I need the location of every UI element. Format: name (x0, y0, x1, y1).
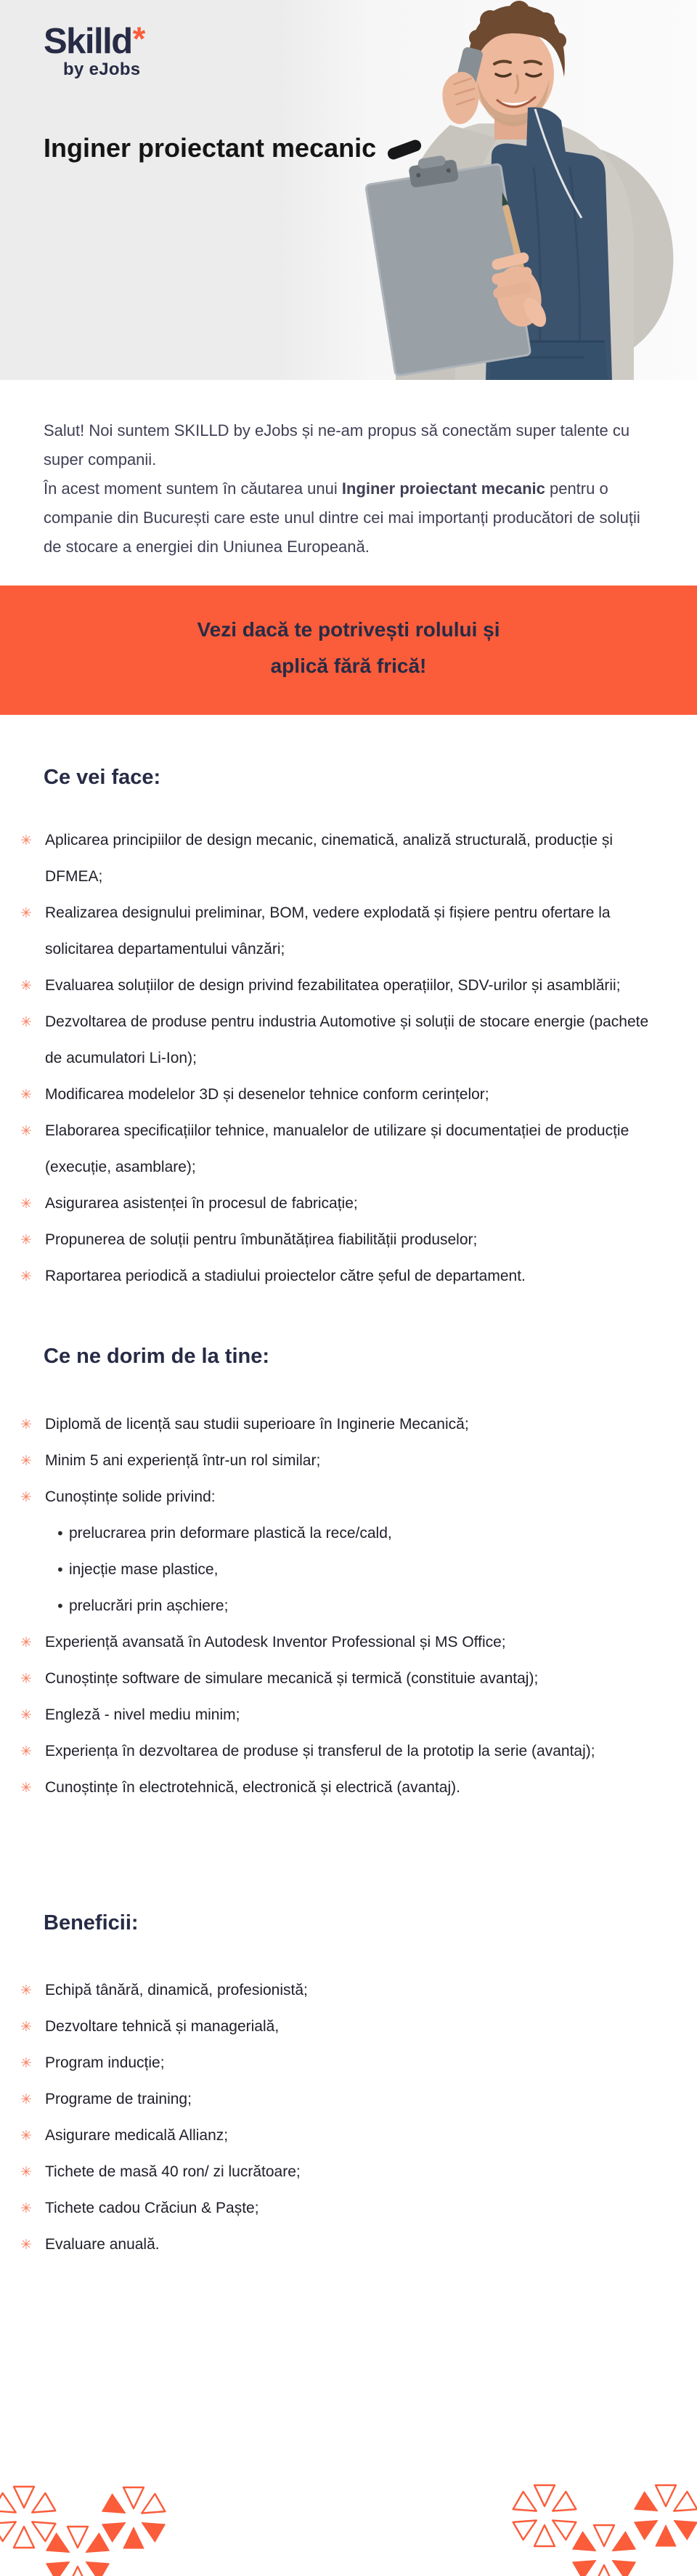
list-item (0, 1113, 697, 1186)
footer-decoration-left (0, 2470, 189, 2576)
list-item-text: Dezvoltare tehnică și managerială, (45, 2018, 280, 2035)
bullet-asterisk-icon: ✳ (20, 2091, 32, 2107)
list-item-text: Minim 5 ani experiență într-un rol similar; (45, 1452, 321, 1469)
list-item-text: Experiența în dezvoltarea de produse și transferul de la prototip la serie (avantaj); (45, 1743, 595, 1759)
intro-role-highlight: Inginer proiectant mecanic (341, 479, 545, 498)
list-item-text: Modificarea modelelor 3D și desenelor tehnice conform cerințelor; (45, 1086, 489, 1103)
bullet-asterisk-icon: ✳ (20, 1707, 32, 1723)
bullet-asterisk-icon: ✳ (20, 2055, 32, 2071)
bullet-asterisk-icon: ✳ (20, 1014, 32, 1030)
bullet-asterisk-icon: ✳ (20, 2164, 32, 2180)
list-item (0, 895, 697, 968)
bullet-asterisk-icon: ✳ (20, 1780, 32, 1796)
cta-line-1: Vezi dacă te potrivești rolului și (197, 618, 500, 641)
requirements-list (0, 1406, 697, 1806)
bullet-asterisk-icon: ✳ (20, 1743, 32, 1759)
list-item-text: Echipă tânără, dinamică, profesionistă; (45, 1982, 308, 1998)
list-item-text: Tichete de masă 40 ron/ zi lucrătoare; (45, 2163, 301, 2180)
bullet-asterisk-icon: ✳ (20, 1489, 32, 1505)
bullet-asterisk-icon: ✳ (20, 2128, 32, 2144)
intro-paragraph-1: Salut! Noi suntem SKILLD by eJobs și ne-am propus să conectăm super talente cu super companii. (44, 421, 630, 469)
bullet-asterisk-icon: ✳ (20, 1087, 32, 1103)
list-item (0, 1661, 697, 1697)
bullet-asterisk-icon: ✳ (20, 2019, 32, 2035)
bullet-asterisk-icon: ✳ (20, 1635, 32, 1650)
list-item-text: Cunoștințe solide privind: (45, 1489, 216, 1505)
list-item (0, 2154, 697, 2190)
cta-banner[interactable] (0, 586, 697, 715)
list-item-text: Tichete cadou Crăciun & Paște; (45, 2200, 259, 2216)
list-item (0, 1222, 697, 1258)
list-item-text: Experiență avansată în Autodesk Inventor Professional și MS Office; (45, 1634, 506, 1650)
skilld-logo[interactable] (44, 20, 144, 79)
list-item (0, 2227, 697, 2263)
bullet-asterisk-icon: ✳ (20, 1123, 32, 1139)
list-item (0, 1770, 697, 1806)
list-item-text: Engleză - nivel mediu minim; (45, 1706, 240, 1723)
list-item (0, 2045, 697, 2081)
sub-bullet-dot-icon: • (56, 1525, 65, 1542)
list-item (0, 1004, 697, 1077)
list-item-text: Diplomă de licență sau studii superioare în Inginerie Mecanică; (45, 1416, 469, 1433)
bullet-asterisk-icon: ✳ (20, 905, 32, 921)
bullet-asterisk-icon: ✳ (20, 2237, 32, 2253)
list-item-text: Cunoștințe în electrotehnică, electronică și electrică (avantaj). (45, 1779, 460, 1796)
list-item (0, 2009, 697, 2045)
list-item (0, 1443, 697, 1479)
cta-line-2: aplică fără frică! (270, 655, 427, 677)
bullet-asterisk-icon: ✳ (20, 978, 32, 994)
list-item-text: Asigurarea asistenței în procesul de fabricație; (45, 1195, 358, 1212)
list-item-text: Propunerea de soluții pentru îmbunătățirea fiabilității produselor; (45, 1231, 478, 1248)
list-item-text: Cunoștințe software de simulare mecanică și termică (constituie avantaj); (45, 1670, 539, 1687)
list-item (0, 1697, 697, 1733)
list-item-text: injecție mase plastice, (69, 1561, 219, 1578)
logo-asterisk-icon: * (132, 20, 144, 57)
sub-bullet-dot-icon: • (56, 1597, 65, 1615)
list-item-text: Program inducție; (45, 2054, 165, 2071)
bullet-asterisk-icon: ✳ (20, 2200, 32, 2216)
header (0, 0, 697, 380)
list-item (0, 1077, 697, 1113)
list-item (0, 2081, 697, 2118)
list-item-text: Programe de training; (45, 2091, 192, 2107)
list-item-text: Evaluare anuală. (45, 2236, 160, 2253)
bullet-asterisk-icon: ✳ (20, 1232, 32, 1248)
list-item (0, 1515, 697, 1552)
list-item (0, 1406, 697, 1443)
responsibilities-list (0, 822, 697, 1295)
list-item-text: Elaborarea specificațiilor tehnice, manualelor de utilizare și documentației de producție (execuție, asamblare); (45, 1122, 629, 1175)
list-item-text: Realizarea designului preliminar, BOM, vedere explodată și fișiere pentru ofertare la solicitarea departamentului vânzări; (45, 904, 611, 957)
list-item (0, 1972, 697, 2009)
section-heading-ce-vei-face: Ce vei face: (44, 766, 161, 789)
list-item-text: Aplicarea principiilor de design mecanic, cinematică, analiză structurală, producție și DFMEA; (45, 832, 614, 885)
bullet-asterisk-icon: ✳ (20, 1671, 32, 1687)
list-item (0, 1479, 697, 1515)
bullet-asterisk-icon: ✳ (20, 1453, 32, 1469)
bullet-asterisk-icon: ✳ (20, 1417, 32, 1433)
hero-photo (280, 0, 697, 380)
benefits-list (0, 1972, 697, 2263)
list-item (0, 1588, 697, 1624)
list-item-text: Raportarea periodică a stadiului proiectelor către șeful de departament. (45, 1268, 526, 1284)
list-item (0, 1258, 697, 1295)
logo-wordmark: Skilld* (44, 20, 144, 61)
bullet-asterisk-icon: ✳ (20, 1196, 32, 1212)
footer-decoration-right (508, 2470, 697, 2576)
bullet-asterisk-icon: ✳ (20, 1982, 32, 1998)
list-item (0, 1733, 697, 1770)
logo-byline: by eJobs (63, 60, 141, 79)
list-item (0, 1624, 697, 1661)
bullet-asterisk-icon: ✳ (20, 833, 32, 848)
page-title: Inginer proiectant mecanic (44, 133, 377, 163)
list-item (0, 968, 697, 1004)
list-item (0, 2118, 697, 2154)
list-item (0, 2190, 697, 2227)
intro-copy (0, 380, 697, 562)
list-item-text: Evaluarea soluțiilor de design privind fezabilitatea operațiilor, SDV-urilor și asamblării; (45, 977, 621, 994)
list-item (0, 1186, 697, 1222)
list-item-text: prelucrări prin așchiere; (69, 1597, 229, 1614)
intro-paragraph-2: În acest moment suntem în căutarea unui Inginer proiectant mecanic pentru o companie din București care este unul dintre cei mai importanți producători de soluții de stocare a energiei din Uniunea Europeană. (44, 479, 640, 556)
list-item (0, 1552, 697, 1588)
list-item-text: Asigurare medicală Allianz; (45, 2127, 229, 2144)
bullet-asterisk-icon: ✳ (20, 1268, 32, 1284)
list-item-text: Dezvoltarea de produse pentru industria Automotive și soluții de stocare energie (pachete de acumulatori Li-Ion); (45, 1013, 649, 1066)
list-item (0, 822, 697, 895)
list-item-text: prelucrarea prin deformare plastică la rece/cald, (69, 1525, 392, 1542)
section-heading-ce-ne-dorim: Ce ne dorim de la tine: (44, 1345, 269, 1368)
section-heading-beneficii: Beneficii: (44, 1911, 139, 1935)
sub-bullet-dot-icon: • (56, 1561, 65, 1579)
